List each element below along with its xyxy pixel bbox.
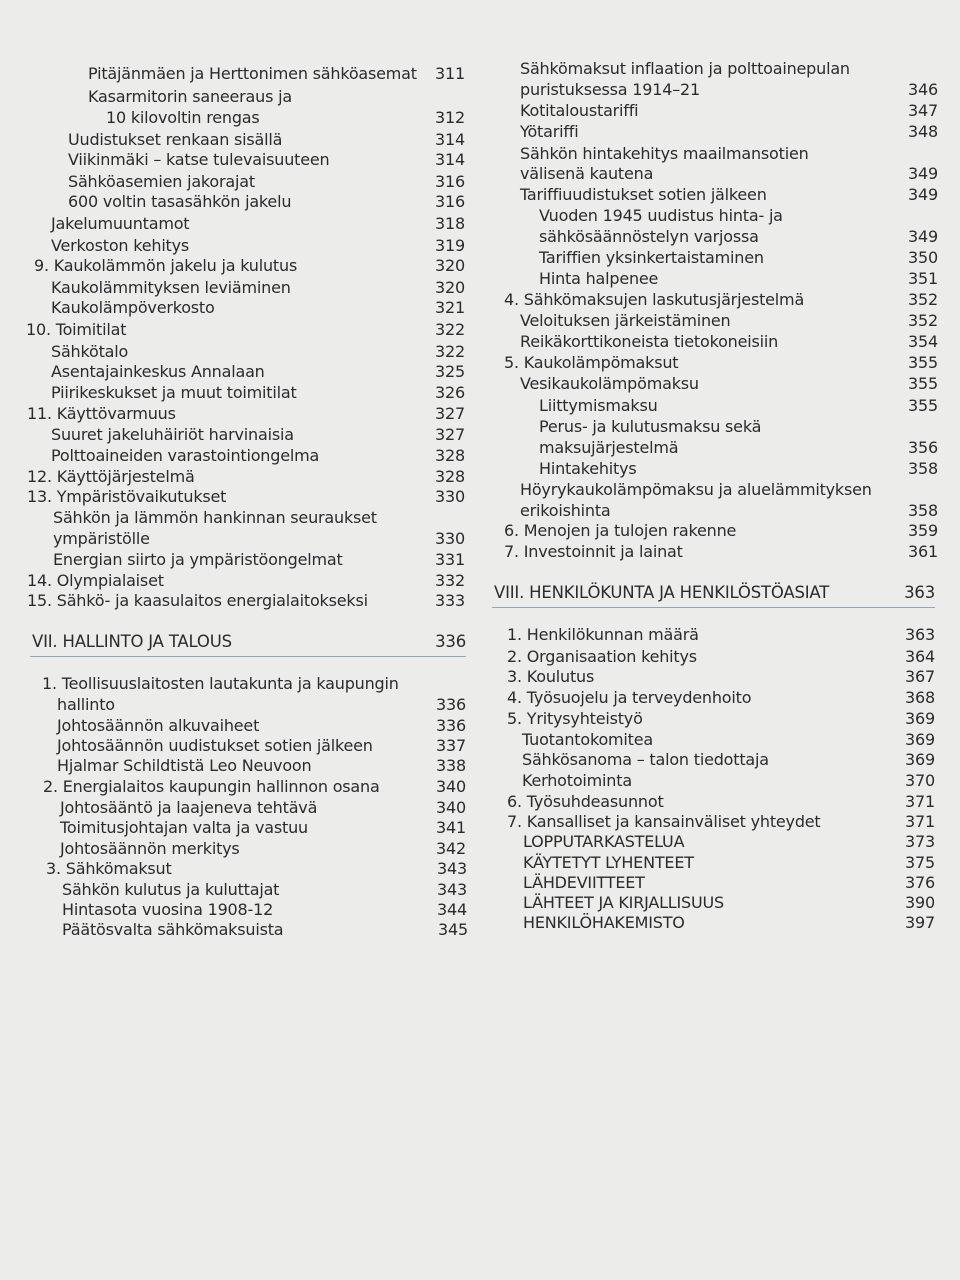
toc-page-number: 328 <box>435 446 465 465</box>
toc-page-number: 348 <box>908 122 938 141</box>
toc-entry-title: 7. Kansalliset ja kansainväliset yhteydet <box>507 812 821 831</box>
toc-entry-title: Vuoden 1945 uudistus hinta- ja <box>539 206 783 225</box>
toc-page-number: 368 <box>905 688 935 707</box>
toc-page-number: 330 <box>435 529 465 548</box>
toc-entry-title: 600 voltin tasasähkön jakelu <box>68 192 292 211</box>
toc-page-number: 369 <box>905 730 935 749</box>
toc-entry-title: Verkoston kehitys <box>51 236 190 255</box>
toc-page-number: 351 <box>908 269 938 288</box>
toc-section-heading <box>494 583 935 603</box>
toc-entry-title: Uudistukset renkaan sisällä <box>68 130 283 149</box>
toc-page-number: 330 <box>435 487 465 506</box>
toc-entry <box>523 913 935 933</box>
toc-entry <box>507 709 935 729</box>
toc-entry <box>34 256 465 276</box>
toc-entry-title: Perus- ja kulutusmaksu sekä <box>539 417 762 436</box>
toc-entry <box>522 730 935 750</box>
toc-entry <box>523 853 935 873</box>
toc-entry <box>51 425 465 445</box>
toc-page-number: 336 <box>436 716 466 735</box>
toc-entry <box>520 501 938 521</box>
toc-page-number: 320 <box>435 278 465 297</box>
toc-page-number: 343 <box>437 859 467 878</box>
toc-page-number: 314 <box>435 130 465 149</box>
toc-page-number: 318 <box>435 214 465 233</box>
toc-entry <box>539 459 938 479</box>
toc-entry-title: Reikäkorttikoneista tietokoneisiin <box>520 332 779 351</box>
toc-entry-title: Asentajainkeskus Annalaan <box>51 362 265 381</box>
toc-page-number: 316 <box>435 192 465 211</box>
toc-page-number: 349 <box>908 185 938 204</box>
toc-page-number: 326 <box>435 383 465 402</box>
toc-entry-title: 5. Kaukolämpömaksut <box>504 353 679 372</box>
toc-entry-title: Tariffien yksinkertaistaminen <box>539 248 764 267</box>
toc-entry-title: Suuret jakeluhäiriöt harvinaisia <box>51 425 294 444</box>
toc-entry-title: 4. Sähkömaksujen laskutusjärjestelmä <box>504 290 805 309</box>
toc-page-number: 355 <box>908 396 938 415</box>
toc-page-number: 342 <box>436 839 466 858</box>
toc-entry <box>520 311 938 331</box>
toc-page-number: 358 <box>908 459 938 478</box>
toc-entry-title: Johtosääntö ja laajeneva tehtävä <box>60 798 318 817</box>
toc-entry-title: 14. Olympialaiset <box>27 571 164 590</box>
toc-page-number: 336 <box>435 632 466 651</box>
toc-entry <box>507 688 935 708</box>
toc-page-number: 370 <box>905 771 935 790</box>
toc-entry <box>51 342 465 362</box>
toc-entry <box>68 130 465 150</box>
toc-entry-title: 10 kilovoltin rengas <box>106 108 260 127</box>
toc-entry <box>520 480 935 500</box>
toc-entry <box>68 150 465 170</box>
toc-entry <box>60 818 466 838</box>
toc-entry-title: sähkösäännöstelyn varjossa <box>539 227 759 246</box>
toc-entry-title: 12. Käyttöjärjestelmä <box>27 467 195 486</box>
toc-entry-title: erikoishinta <box>520 501 611 520</box>
toc-entry <box>520 164 938 184</box>
toc-entry-title: HENKILÖHAKEMISTO <box>523 913 685 932</box>
toc-entry <box>539 248 938 268</box>
toc-entry-title: Höyrykaukolämpömaksu ja aluelämmityksen <box>520 480 872 499</box>
toc-entry-title: Sähkömaksut inflaation ja polttoainepulan <box>520 59 850 78</box>
toc-entry <box>520 101 938 121</box>
toc-page-number: 371 <box>905 792 935 811</box>
toc-section-heading <box>32 632 466 652</box>
toc-entry-title: Piirikeskukset ja muut toimitilat <box>51 383 297 402</box>
toc-entry <box>520 185 938 205</box>
toc-entry <box>504 353 938 373</box>
toc-entry <box>504 290 938 310</box>
toc-entry <box>53 529 465 549</box>
toc-entry-title: 7. Investoinnit ja lainat <box>504 542 683 561</box>
toc-entry-title: Kaukolämmityksen leviäminen <box>51 278 291 297</box>
toc-entry <box>57 756 466 776</box>
toc-page-number: 359 <box>908 521 938 540</box>
toc-entry-title: Pitäjänmäen ja Herttonimen sähköasemat <box>88 64 417 83</box>
toc-page-number: 327 <box>435 404 465 423</box>
toc-entry <box>62 900 467 920</box>
toc-entry-title: Hjalmar Schildtistä Leo Neuvoon <box>57 756 312 775</box>
toc-entry-title: Kotitaloustariffi <box>520 101 639 120</box>
toc-page-number: 347 <box>908 101 938 120</box>
toc-page-number: 376 <box>905 873 935 892</box>
toc-entry <box>507 667 935 687</box>
toc-entry-title: Viikinmäki – katse tulevaisuuteen <box>68 150 330 169</box>
toc-entry-title: Toimitusjohtajan valta ja vastuu <box>60 818 308 837</box>
toc-entry <box>520 80 938 100</box>
toc-entry <box>504 521 938 541</box>
toc-page-number: 354 <box>908 332 938 351</box>
toc-page-number: 319 <box>435 236 465 255</box>
toc-page-number: 363 <box>904 583 935 602</box>
toc-page-number: 322 <box>435 320 465 339</box>
toc-entry <box>51 214 465 234</box>
toc-page-number: 363 <box>905 625 935 644</box>
toc-entry-title: Polttoaineiden varastointiongelma <box>51 446 320 465</box>
toc-page-number: 316 <box>435 172 465 191</box>
toc-entry <box>26 320 465 340</box>
toc-entry-title: Johtosäännön merkitys <box>60 839 240 858</box>
toc-page-number: 352 <box>908 311 938 330</box>
toc-entry <box>539 269 938 289</box>
toc-page-number: 312 <box>435 108 465 127</box>
toc-entry <box>523 873 935 893</box>
toc-page-number: 369 <box>905 709 935 728</box>
toc-entry-title: Yötariffi <box>520 122 579 141</box>
toc-entry-title: Sähkön ja lämmön hankinnan seuraukset <box>53 508 377 527</box>
toc-entry-title: Liittymismaksu <box>539 396 658 415</box>
toc-entry <box>43 777 466 797</box>
toc-entry-title: välisenä kautena <box>520 164 654 183</box>
toc-page-number: 320 <box>435 256 465 275</box>
toc-entry-title: Sähkötalo <box>51 342 129 361</box>
section-divider <box>492 607 935 608</box>
toc-entry-title: 6. Työsuhdeasunnot <box>507 792 664 811</box>
toc-entry-title: 13. Ympäristövaikutukset <box>27 487 227 506</box>
toc-entry-title: Vesikaukolämpömaksu <box>520 374 699 393</box>
toc-page-number: 367 <box>905 667 935 686</box>
toc-page-number: 358 <box>908 501 938 520</box>
toc-entry <box>27 591 465 611</box>
toc-entry <box>46 859 467 879</box>
toc-entry <box>57 716 466 736</box>
toc-entry-title: 5. Yritysyhteistyö <box>507 709 643 728</box>
toc-entry-title: 15. Sähkö- ja kaasulaitos energialaitokseksi <box>27 591 368 610</box>
toc-entry <box>57 695 466 715</box>
toc-page-number: 332 <box>435 571 465 590</box>
toc-entry-title: 4. Työsuojelu ja terveydenhoito <box>507 688 752 707</box>
toc-page-number: 328 <box>435 467 465 486</box>
toc-page-number: 355 <box>908 374 938 393</box>
toc-entry-title: Jakelumuuntamot <box>51 214 190 233</box>
toc-entry <box>539 438 938 458</box>
toc-entry <box>27 467 465 487</box>
toc-entry <box>522 750 935 770</box>
toc-entry-title: Tariffiuudistukset sotien jälkeen <box>520 185 767 204</box>
toc-entry-title: 6. Menojen ja tulojen rakenne <box>504 521 737 540</box>
toc-page-number: 361 <box>908 542 938 561</box>
toc-entry-title: LOPPUTARKASTELUA <box>523 832 685 851</box>
toc-page-number: 373 <box>905 832 935 851</box>
toc-entry-title: VIII. HENKILÖKUNTA JA HENKILÖSTÖASIAT <box>494 583 830 602</box>
toc-page-number: 369 <box>905 750 935 769</box>
toc-page-number: 340 <box>436 798 466 817</box>
toc-page-number: 349 <box>908 227 938 246</box>
toc-page-number: 337 <box>436 736 466 755</box>
toc-page-number: 346 <box>908 80 938 99</box>
toc-entry <box>27 404 465 424</box>
toc-entry-title: Johtosäännön alkuvaiheet <box>57 716 260 735</box>
toc-entry <box>523 832 935 852</box>
toc-entry <box>106 108 465 128</box>
toc-entry-title: 2. Organisaation kehitys <box>507 647 697 666</box>
toc-page-number: 311 <box>435 64 465 83</box>
toc-entry <box>523 893 935 913</box>
toc-entry-title: Sähköasemien jakorajat <box>68 172 255 191</box>
toc-entry <box>507 792 935 812</box>
toc-entry-title: puristuksessa 1914–21 <box>520 80 700 99</box>
toc-entry <box>539 206 935 226</box>
toc-entry <box>68 172 465 192</box>
toc-entry <box>51 236 465 256</box>
toc-page-number: 340 <box>436 777 466 796</box>
toc-entry-title: 10. Toimitilat <box>26 320 127 339</box>
toc-page-number: 390 <box>905 893 935 912</box>
toc-entry-title: 11. Käyttövarmuus <box>27 404 176 423</box>
toc-page-number: 371 <box>905 812 935 831</box>
toc-page-number: 322 <box>435 342 465 361</box>
toc-entry-title: Hinta halpenee <box>539 269 659 288</box>
toc-page-number: 364 <box>905 647 935 666</box>
toc-entry-title: Energian siirto ja ympäristöongelmat <box>53 550 343 569</box>
toc-entry <box>62 920 468 940</box>
toc-entry <box>57 736 466 756</box>
toc-entry-title: 3. Sähkömaksut <box>46 859 172 878</box>
toc-entry-title: KÄYTETYT LYHENTEET <box>523 853 694 872</box>
toc-page-number: 397 <box>905 913 935 932</box>
toc-page-number: 350 <box>908 248 938 267</box>
toc-entry-title: Sähkösanoma – talon tiedottaja <box>522 750 769 769</box>
toc-page-number: 355 <box>908 353 938 372</box>
toc-page-number: 345 <box>438 920 468 939</box>
toc-entry-title: Sähkön kulutus ja kuluttajat <box>62 880 280 899</box>
toc-entry <box>62 880 467 900</box>
toc-page-number: 356 <box>908 438 938 457</box>
toc-page-number: 333 <box>435 591 465 610</box>
toc-page-number: 352 <box>908 290 938 309</box>
toc-page-number: 338 <box>436 756 466 775</box>
toc-entry <box>520 144 935 164</box>
toc-entry-title: 1. Henkilökunnan määrä <box>507 625 699 644</box>
toc-page-number: 349 <box>908 164 938 183</box>
toc-entry <box>27 571 465 591</box>
toc-entry <box>51 446 465 466</box>
toc-entry-title: 9. Kaukolämmön jakelu ja kulutus <box>34 256 298 275</box>
section-divider <box>30 656 466 657</box>
toc-entry <box>520 122 938 142</box>
toc-entry-title: Tuotantokomitea <box>522 730 653 749</box>
toc-page-number: 327 <box>435 425 465 444</box>
toc-entry-title: 2. Energialaitos kaupungin hallinnon osana <box>43 777 380 796</box>
toc-page-number: 325 <box>435 362 465 381</box>
toc-entry <box>522 771 935 791</box>
toc-entry-title: LÄHDEVIITTEET <box>523 873 645 892</box>
toc-entry <box>520 332 938 352</box>
toc-entry-title: maksujärjestelmä <box>539 438 679 457</box>
toc-page-number: 336 <box>436 695 466 714</box>
toc-entry-title: Kasarmitorin saneeraus ja <box>88 87 292 106</box>
toc-page-number: 343 <box>437 880 467 899</box>
toc-entry-title: VII. HALLINTO JA TALOUS <box>32 632 232 651</box>
toc-entry-title: Kaukolämpöverkosto <box>51 298 215 317</box>
toc-entry <box>27 487 465 507</box>
toc-entry <box>51 362 465 382</box>
toc-entry-title: hallinto <box>57 695 115 714</box>
toc-entry-title: ympäristölle <box>53 529 150 548</box>
toc-entry <box>53 550 465 570</box>
toc-entry <box>51 278 465 298</box>
toc-page-number: 314 <box>435 150 465 169</box>
toc-page-number: 375 <box>905 853 935 872</box>
toc-entry-title: Kerhotoiminta <box>522 771 632 790</box>
toc-entry <box>51 298 465 318</box>
toc-entry <box>60 839 466 859</box>
toc-page-number: 341 <box>436 818 466 837</box>
toc-entry <box>520 374 938 394</box>
toc-entry <box>520 59 935 79</box>
toc-entry <box>504 542 938 562</box>
toc-entry-title: LÄHTEET JA KIRJALLISUUS <box>523 893 724 912</box>
toc-entry <box>88 64 465 84</box>
toc-entry <box>507 625 935 645</box>
toc-entry-title: Hintasota vuosina 1908-12 <box>62 900 274 919</box>
toc-entry <box>60 798 466 818</box>
toc-entry <box>539 417 935 437</box>
toc-entry-title: Veloituksen järkeistäminen <box>520 311 731 330</box>
toc-entry-title: 1. Teollisuuslaitosten lautakunta ja kaupungin <box>42 674 399 693</box>
toc-page-number: 321 <box>435 298 465 317</box>
toc-entry-title: Sähkön hintakehitys maailmansotien <box>520 144 809 163</box>
toc-entry <box>539 227 938 247</box>
toc-entry <box>51 383 465 403</box>
toc-entry <box>539 396 938 416</box>
toc-entry <box>68 192 465 212</box>
toc-entry-title: Hintakehitys <box>539 459 637 478</box>
toc-entry <box>507 647 935 667</box>
toc-page-number: 344 <box>437 900 467 919</box>
toc-entry-title: Päätösvalta sähkömaksuista <box>62 920 284 939</box>
toc-entry-title: 3. Koulutus <box>507 667 595 686</box>
toc-entry <box>507 812 935 832</box>
toc-page-number: 331 <box>435 550 465 569</box>
toc-entry-title: Johtosäännön uudistukset sotien jälkeen <box>57 736 373 755</box>
